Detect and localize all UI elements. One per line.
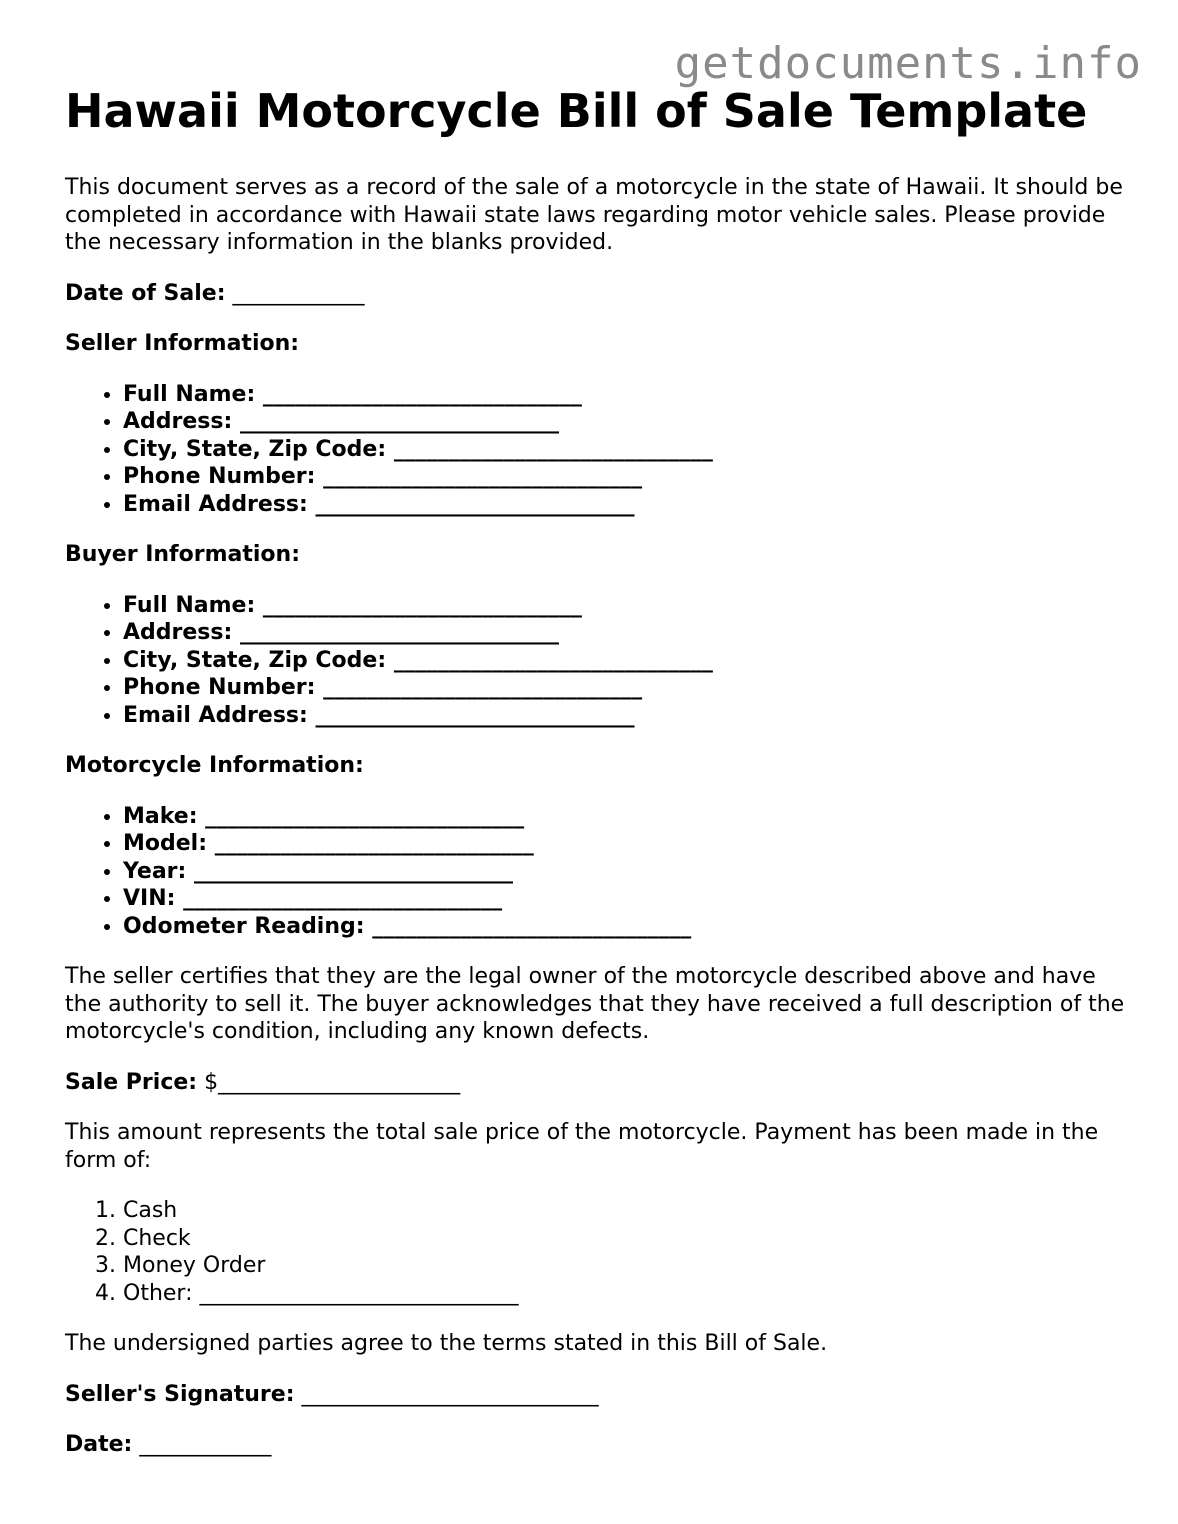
payment-option-check: 2. Check [123, 1225, 1125, 1253]
buyer-full-name-blank[interactable]: _____________________________ [262, 592, 582, 618]
document-body [65, 84, 1125, 1482]
buyer-email: • Email Address: _____________________________ [123, 702, 1125, 730]
motorcycle-make: • Make: _____________________________ [123, 803, 1125, 831]
payment-option-other[interactable]: 4. Other: _____________________________ [123, 1280, 1125, 1308]
motorcycle-vin: • VIN: _____________________________ [123, 885, 1125, 913]
motorcycle-fields [65, 803, 1125, 941]
seller-fields [65, 381, 1125, 519]
seller-signature-blank[interactable]: ___________________________ [301, 1381, 599, 1407]
motorcycle-make-blank[interactable]: _____________________________ [205, 803, 525, 829]
buyer-fields [65, 592, 1125, 730]
payment-paragraph: This amount represents the total sale price of the motorcycle. Payment has been made in the form of: [65, 1120, 1099, 1173]
motorcycle-year-blank[interactable]: _____________________________ [194, 858, 513, 884]
date-of-sale-line [65, 280, 1125, 308]
seller-phone-blank[interactable]: _____________________________ [323, 464, 643, 489]
buyer-city-state-zip: • City, State, Zip Code: _____________________________ [123, 647, 1125, 675]
intro-paragraph: This document serves as a record of the sale of a motorcycle in the state of Hawaii. It should be completed in accordance with Hawaii state laws regarding motor vehicle sales. Please provide the necessary information in the blanks provided. [65, 175, 1123, 255]
motorcycle-odometer-blank[interactable]: _____________________________ [372, 913, 692, 939]
seller-address-blank[interactable]: _____________________________ [239, 409, 559, 434]
seller-email-blank[interactable]: _____________________________ [315, 491, 635, 517]
buyer-email-blank[interactable]: _____________________________ [315, 702, 635, 728]
agreement-paragraph: The undersigned parties agree to the terms stated in this Bill of Sale. [65, 1331, 828, 1356]
signature-date-blank[interactable]: ____________ [139, 1432, 272, 1457]
seller-signature-line [65, 1381, 1125, 1409]
seller-city-state-zip: • City, State, Zip Code: _____________________________ [123, 436, 1125, 464]
date-of-sale-label: Date of Sale: [65, 280, 226, 306]
document-title: Hawaii Motorcycle Bill of Sale Template [65, 84, 1088, 138]
seller-signature-label: Seller's Signature: [65, 1381, 295, 1407]
payment-option-cash: 1. Cash [123, 1197, 1125, 1225]
buyer-full-name: • Full Name: _____________________________ [123, 592, 1125, 620]
date-of-sale-blank[interactable]: ____________ [232, 280, 365, 306]
buyer-phone: • Phone Number: _____________________________ [123, 674, 1125, 702]
seller-address: • Address: _____________________________ [123, 408, 1125, 436]
sale-price-label: Sale Price: [65, 1069, 198, 1095]
payment-options [65, 1197, 1125, 1307]
motorcycle-heading: Motorcycle Information: [65, 753, 364, 778]
seller-email: • Email Address: _____________________________ [123, 491, 1125, 519]
signature-date-line [65, 1431, 1125, 1459]
motorcycle-model: • Model: _____________________________ [123, 830, 1125, 858]
buyer-address: • Address: _____________________________ [123, 619, 1125, 647]
buyer-phone-blank[interactable]: _____________________________ [323, 675, 643, 700]
seller-full-name-blank[interactable]: _____________________________ [262, 381, 582, 407]
payment-option-money-order: 3. Money Order [123, 1252, 1125, 1280]
motorcycle-vin-blank[interactable]: _____________________________ [183, 886, 503, 911]
watermark: getdocuments.info [674, 38, 1142, 89]
seller-city-state-zip-blank[interactable]: _____________________________ [393, 436, 713, 462]
sale-price-blank[interactable]: $______________________ [204, 1069, 461, 1095]
buyer-city-state-zip-blank[interactable]: _____________________________ [393, 647, 713, 673]
seller-phone: • Phone Number: _____________________________ [123, 463, 1125, 491]
motorcycle-model-blank[interactable]: _____________________________ [214, 831, 534, 856]
buyer-heading: Buyer Information: [65, 542, 300, 567]
sale-price-line [65, 1069, 1125, 1097]
certification-paragraph: The seller certifies that they are the legal owner of the motorcycle described above and have the authority to sell it. The buyer acknowledges that they have received a full description of the motorcycle's condition, including any known defects. [65, 964, 1125, 1044]
buyer-address-blank[interactable]: _____________________________ [239, 620, 559, 645]
motorcycle-year: • Year: _____________________________ [123, 858, 1125, 886]
signature-date-label: Date: [65, 1432, 133, 1457]
seller-full-name: • Full Name: _____________________________ [123, 381, 1125, 409]
seller-heading: Seller Information: [65, 331, 300, 356]
motorcycle-odometer: • Odometer Reading: _____________________________ [123, 913, 1125, 941]
